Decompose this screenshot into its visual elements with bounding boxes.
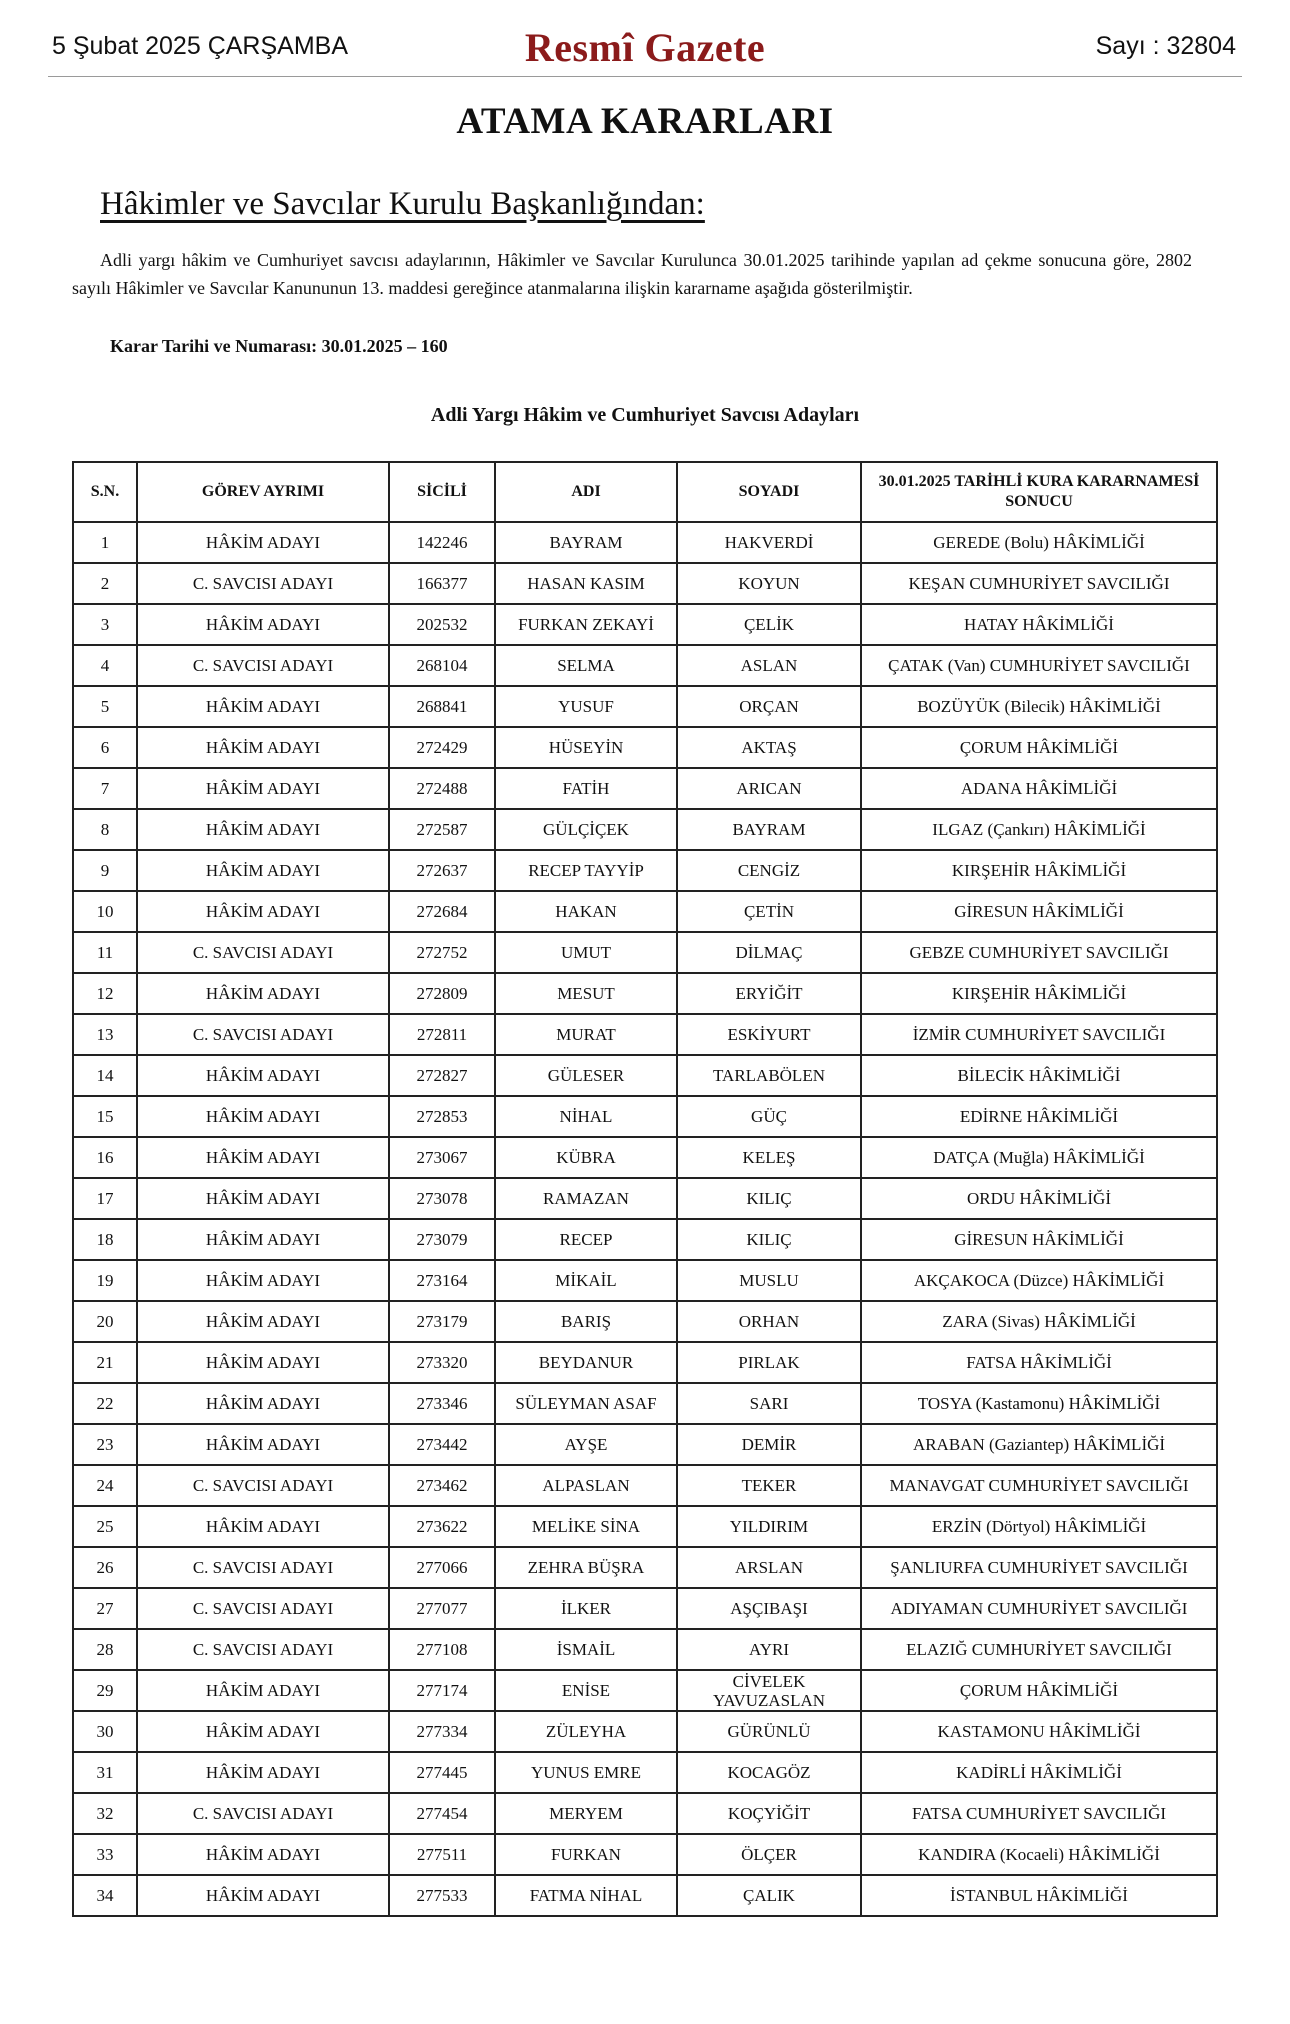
cell-assignment: KIRŞEHİR HÂKİMLİĞİ bbox=[861, 973, 1217, 1014]
cell-assignment: KANDIRA (Kocaeli) HÂKİMLİĞİ bbox=[861, 1834, 1217, 1875]
cell-sn: 17 bbox=[73, 1178, 137, 1219]
table-row bbox=[73, 850, 1217, 891]
cell-duty-type: C. SAVCISI ADAYI bbox=[137, 1014, 389, 1055]
cell-assignment: GİRESUN HÂKİMLİĞİ bbox=[861, 1219, 1217, 1260]
table-row bbox=[73, 1547, 1217, 1588]
cell-duty-type: HÂKİM ADAYI bbox=[137, 1342, 389, 1383]
table-row bbox=[73, 1055, 1217, 1096]
cell-first-name: RECEP TAYYİP bbox=[495, 850, 677, 891]
cell-duty-type: HÂKİM ADAYI bbox=[137, 1711, 389, 1752]
cell-registry: 277108 bbox=[389, 1629, 495, 1670]
cell-duty-type: HÂKİM ADAYI bbox=[137, 1055, 389, 1096]
table-row bbox=[73, 891, 1217, 932]
col-sn-header: S.N. bbox=[73, 462, 137, 522]
col-duty-type-header: GÖREV AYRIMI bbox=[137, 462, 389, 522]
table-row bbox=[73, 1219, 1217, 1260]
cell-sn: 23 bbox=[73, 1424, 137, 1465]
cell-registry: 272811 bbox=[389, 1014, 495, 1055]
cell-sn: 27 bbox=[73, 1588, 137, 1629]
cell-sn: 19 bbox=[73, 1260, 137, 1301]
cell-registry: 277454 bbox=[389, 1793, 495, 1834]
cell-surname: ASLAN bbox=[677, 645, 861, 686]
cell-first-name: İSMAİL bbox=[495, 1629, 677, 1670]
gazette-brand: Resmî Gazete bbox=[524, 25, 766, 70]
cell-sn: 33 bbox=[73, 1834, 137, 1875]
cell-sn: 4 bbox=[73, 645, 137, 686]
cell-sn: 24 bbox=[73, 1465, 137, 1506]
intro-paragraph: Adli yargı hâkim ve Cumhuriyet savcısı adaylarının, Hâkimler ve Savcılar Kurulunca 30.01.2025 tarihinde yapılan ad çekme sonucuna göre, 2802 sayılı Hâkimler ve Savcılar Kanununun 13. maddesi gereğince atanmalarına ilişkin kararname aşağıda gösterilmiştir. bbox=[72, 250, 1192, 298]
cell-surname: DİLMAÇ bbox=[677, 932, 861, 973]
cell-duty-type: HÂKİM ADAYI bbox=[137, 604, 389, 645]
cell-assignment: KEŞAN CUMHURİYET SAVCILIĞI bbox=[861, 563, 1217, 604]
cell-sn: 9 bbox=[73, 850, 137, 891]
section-title: ATAMA KARARLARI bbox=[456, 101, 834, 142]
table-row bbox=[73, 1342, 1217, 1383]
cell-first-name: UMUT bbox=[495, 932, 677, 973]
cell-first-name: BARIŞ bbox=[495, 1301, 677, 1342]
cell-surname: AYRI bbox=[677, 1629, 861, 1670]
cell-assignment: KASTAMONU HÂKİMLİĞİ bbox=[861, 1711, 1217, 1752]
cell-registry: 273442 bbox=[389, 1424, 495, 1465]
cell-surname: ESKİYURT bbox=[677, 1014, 861, 1055]
cell-duty-type: HÂKİM ADAYI bbox=[137, 1219, 389, 1260]
cell-registry: 268104 bbox=[389, 645, 495, 686]
cell-first-name: FURKAN ZEKAYİ bbox=[495, 604, 677, 645]
institution-heading: Hâkimler ve Savcılar Kurulu Başkanlığından: bbox=[100, 186, 705, 222]
table-row bbox=[73, 1793, 1217, 1834]
cell-assignment: ELAZIĞ CUMHURİYET SAVCILIĞI bbox=[861, 1629, 1217, 1670]
cell-duty-type: C. SAVCISI ADAYI bbox=[137, 1465, 389, 1506]
cell-duty-type: HÂKİM ADAYI bbox=[137, 522, 389, 563]
table-row bbox=[73, 1383, 1217, 1424]
cell-first-name: YUNUS EMRE bbox=[495, 1752, 677, 1793]
table-row bbox=[73, 768, 1217, 809]
cell-assignment: ŞANLIURFA CUMHURİYET SAVCILIĞI bbox=[861, 1547, 1217, 1588]
cell-sn: 1 bbox=[73, 522, 137, 563]
cell-duty-type: HÂKİM ADAYI bbox=[137, 809, 389, 850]
cell-duty-type: HÂKİM ADAYI bbox=[137, 1834, 389, 1875]
cell-registry: 273079 bbox=[389, 1219, 495, 1260]
cell-assignment: BOZÜYÜK (Bilecik) HÂKİMLİĞİ bbox=[861, 686, 1217, 727]
cell-sn: 26 bbox=[73, 1547, 137, 1588]
cell-sn: 6 bbox=[73, 727, 137, 768]
cell-surname: ÇETİN bbox=[677, 891, 861, 932]
cell-registry: 273320 bbox=[389, 1342, 495, 1383]
cell-surname: KOÇYİĞİT bbox=[677, 1793, 861, 1834]
cell-first-name: GÜLESER bbox=[495, 1055, 677, 1096]
cell-assignment: ZARA (Sivas) HÂKİMLİĞİ bbox=[861, 1301, 1217, 1342]
table-title: Adli Yargı Hâkim ve Cumhuriyet Savcısı Adayları bbox=[430, 404, 860, 426]
cell-duty-type: HÂKİM ADAYI bbox=[137, 1137, 389, 1178]
cell-surname: CİVELEK YAVUZASLAN bbox=[677, 1670, 861, 1711]
cell-duty-type: HÂKİM ADAYI bbox=[137, 727, 389, 768]
cell-surname: ÖLÇER bbox=[677, 1834, 861, 1875]
cell-sn: 14 bbox=[73, 1055, 137, 1096]
table-row bbox=[73, 1014, 1217, 1055]
cell-duty-type: C. SAVCISI ADAYI bbox=[137, 645, 389, 686]
cell-first-name: ZEHRA BÜŞRA bbox=[495, 1547, 677, 1588]
issue-number: Sayı : 32804 bbox=[1095, 32, 1236, 60]
cell-registry: 277533 bbox=[389, 1875, 495, 1916]
cell-assignment: MANAVGAT CUMHURİYET SAVCILIĞI bbox=[861, 1465, 1217, 1506]
cell-registry: 273164 bbox=[389, 1260, 495, 1301]
table-row bbox=[73, 1875, 1217, 1916]
cell-surname: ORHAN bbox=[677, 1301, 861, 1342]
cell-surname: GÜRÜNLÜ bbox=[677, 1711, 861, 1752]
table-row bbox=[73, 1752, 1217, 1793]
table-row bbox=[73, 522, 1217, 563]
cell-duty-type: C. SAVCISI ADAYI bbox=[137, 1793, 389, 1834]
table-row bbox=[73, 1670, 1217, 1711]
cell-duty-type: C. SAVCISI ADAYI bbox=[137, 563, 389, 604]
cell-sn: 25 bbox=[73, 1506, 137, 1547]
cell-first-name: YUSUF bbox=[495, 686, 677, 727]
cell-surname: TEKER bbox=[677, 1465, 861, 1506]
cell-surname: ARSLAN bbox=[677, 1547, 861, 1588]
cell-assignment: ÇATAK (Van) CUMHURİYET SAVCILIĞI bbox=[861, 645, 1217, 686]
cell-first-name: NİHAL bbox=[495, 1096, 677, 1137]
cell-sn: 15 bbox=[73, 1096, 137, 1137]
cell-surname: CENGİZ bbox=[677, 850, 861, 891]
cell-duty-type: HÂKİM ADAYI bbox=[137, 1424, 389, 1465]
cell-assignment: AKÇAKOCA (Düzce) HÂKİMLİĞİ bbox=[861, 1260, 1217, 1301]
cell-registry: 277445 bbox=[389, 1752, 495, 1793]
cell-registry: 272488 bbox=[389, 768, 495, 809]
table-row bbox=[73, 932, 1217, 973]
cell-first-name: SÜLEYMAN ASAF bbox=[495, 1383, 677, 1424]
cell-sn: 11 bbox=[73, 932, 137, 973]
cell-first-name: FURKAN bbox=[495, 1834, 677, 1875]
cell-assignment: GEREDE (Bolu) HÂKİMLİĞİ bbox=[861, 522, 1217, 563]
table-row bbox=[73, 1506, 1217, 1547]
cell-duty-type: C. SAVCISI ADAYI bbox=[137, 1629, 389, 1670]
cell-sn: 20 bbox=[73, 1301, 137, 1342]
cell-assignment: İZMİR CUMHURİYET SAVCILIĞI bbox=[861, 1014, 1217, 1055]
cell-sn: 5 bbox=[73, 686, 137, 727]
cell-registry: 273067 bbox=[389, 1137, 495, 1178]
table-row bbox=[73, 604, 1217, 645]
cell-sn: 28 bbox=[73, 1629, 137, 1670]
cell-first-name: HÜSEYİN bbox=[495, 727, 677, 768]
cell-registry: 272429 bbox=[389, 727, 495, 768]
cell-first-name: GÜLÇİÇEK bbox=[495, 809, 677, 850]
cell-assignment: DATÇA (Muğla) HÂKİMLİĞİ bbox=[861, 1137, 1217, 1178]
cell-registry: 273462 bbox=[389, 1465, 495, 1506]
decision-date-number: Karar Tarihi ve Numarası: 30.01.2025 – 160 bbox=[110, 336, 448, 356]
cell-first-name: MİKAİL bbox=[495, 1260, 677, 1301]
table-row bbox=[73, 1465, 1217, 1506]
cell-registry: 268841 bbox=[389, 686, 495, 727]
cell-first-name: HASAN KASIM bbox=[495, 563, 677, 604]
cell-first-name: FATMA NİHAL bbox=[495, 1875, 677, 1916]
cell-registry: 272752 bbox=[389, 932, 495, 973]
cell-registry: 273346 bbox=[389, 1383, 495, 1424]
cell-surname: ÇELİK bbox=[677, 604, 861, 645]
cell-duty-type: HÂKİM ADAYI bbox=[137, 1752, 389, 1793]
cell-assignment: İSTANBUL HÂKİMLİĞİ bbox=[861, 1875, 1217, 1916]
cell-sn: 21 bbox=[73, 1342, 137, 1383]
cell-duty-type: HÂKİM ADAYI bbox=[137, 686, 389, 727]
cell-surname: ARICAN bbox=[677, 768, 861, 809]
table-row bbox=[73, 1588, 1217, 1629]
cell-sn: 12 bbox=[73, 973, 137, 1014]
cell-first-name: AYŞE bbox=[495, 1424, 677, 1465]
cell-registry: 272827 bbox=[389, 1055, 495, 1096]
cell-assignment: BİLECİK HÂKİMLİĞİ bbox=[861, 1055, 1217, 1096]
cell-sn: 32 bbox=[73, 1793, 137, 1834]
cell-first-name: RAMAZAN bbox=[495, 1178, 677, 1219]
cell-duty-type: HÂKİM ADAYI bbox=[137, 1670, 389, 1711]
cell-sn: 3 bbox=[73, 604, 137, 645]
cell-duty-type: HÂKİM ADAYI bbox=[137, 850, 389, 891]
cell-duty-type: C. SAVCISI ADAYI bbox=[137, 1547, 389, 1588]
table-row bbox=[73, 727, 1217, 768]
cell-first-name: BAYRAM bbox=[495, 522, 677, 563]
table-row bbox=[73, 1629, 1217, 1670]
cell-assignment: ARABAN (Gaziantep) HÂKİMLİĞİ bbox=[861, 1424, 1217, 1465]
cell-surname: KILIÇ bbox=[677, 1178, 861, 1219]
cell-surname: KILIÇ bbox=[677, 1219, 861, 1260]
cell-first-name: MERYEM bbox=[495, 1793, 677, 1834]
cell-sn: 8 bbox=[73, 809, 137, 850]
cell-surname: KOCAGÖZ bbox=[677, 1752, 861, 1793]
cell-assignment: ERZİN (Dörtyol) HÂKİMLİĞİ bbox=[861, 1506, 1217, 1547]
table-row bbox=[73, 1260, 1217, 1301]
cell-surname: SARI bbox=[677, 1383, 861, 1424]
cell-registry: 273078 bbox=[389, 1178, 495, 1219]
cell-registry: 277077 bbox=[389, 1588, 495, 1629]
table-row bbox=[73, 1137, 1217, 1178]
cell-first-name: MURAT bbox=[495, 1014, 677, 1055]
cell-surname: ERYİĞİT bbox=[677, 973, 861, 1014]
cell-assignment: KADİRLİ HÂKİMLİĞİ bbox=[861, 1752, 1217, 1793]
cell-registry: 272637 bbox=[389, 850, 495, 891]
cell-first-name: SELMA bbox=[495, 645, 677, 686]
cell-assignment: ORDU HÂKİMLİĞİ bbox=[861, 1178, 1217, 1219]
cell-sn: 16 bbox=[73, 1137, 137, 1178]
cell-duty-type: HÂKİM ADAYI bbox=[137, 1260, 389, 1301]
cell-assignment: GEBZE CUMHURİYET SAVCILIĞI bbox=[861, 932, 1217, 973]
cell-first-name: RECEP bbox=[495, 1219, 677, 1260]
cell-first-name: ZÜLEYHA bbox=[495, 1711, 677, 1752]
cell-sn: 31 bbox=[73, 1752, 137, 1793]
table-row bbox=[73, 645, 1217, 686]
cell-assignment: KIRŞEHİR HÂKİMLİĞİ bbox=[861, 850, 1217, 891]
cell-assignment: ADIYAMAN CUMHURİYET SAVCILIĞI bbox=[861, 1588, 1217, 1629]
cell-duty-type: HÂKİM ADAYI bbox=[137, 891, 389, 932]
cell-sn: 18 bbox=[73, 1219, 137, 1260]
cell-duty-type: HÂKİM ADAYI bbox=[137, 1301, 389, 1342]
cell-first-name: MESUT bbox=[495, 973, 677, 1014]
cell-duty-type: C. SAVCISI ADAYI bbox=[137, 932, 389, 973]
cell-assignment: EDİRNE HÂKİMLİĞİ bbox=[861, 1096, 1217, 1137]
cell-sn: 30 bbox=[73, 1711, 137, 1752]
cell-assignment: FATSA CUMHURİYET SAVCILIĞI bbox=[861, 1793, 1217, 1834]
cell-sn: 22 bbox=[73, 1383, 137, 1424]
cell-first-name: KÜBRA bbox=[495, 1137, 677, 1178]
table-body bbox=[73, 522, 1217, 1916]
cell-surname: AKTAŞ bbox=[677, 727, 861, 768]
cell-duty-type: HÂKİM ADAYI bbox=[137, 768, 389, 809]
cell-registry: 272853 bbox=[389, 1096, 495, 1137]
cell-registry: 277066 bbox=[389, 1547, 495, 1588]
cell-surname: MUSLU bbox=[677, 1260, 861, 1301]
cell-assignment: HATAY HÂKİMLİĞİ bbox=[861, 604, 1217, 645]
table-row bbox=[73, 1301, 1217, 1342]
table-row bbox=[73, 1834, 1217, 1875]
cell-assignment: TOSYA (Kastamonu) HÂKİMLİĞİ bbox=[861, 1383, 1217, 1424]
cell-sn: 10 bbox=[73, 891, 137, 932]
cell-first-name: BEYDANUR bbox=[495, 1342, 677, 1383]
cell-duty-type: HÂKİM ADAYI bbox=[137, 1875, 389, 1916]
cell-surname: PIRLAK bbox=[677, 1342, 861, 1383]
table-row bbox=[73, 1424, 1217, 1465]
cell-duty-type: HÂKİM ADAYI bbox=[137, 1096, 389, 1137]
cell-surname: AŞÇIBAŞI bbox=[677, 1588, 861, 1629]
cell-sn: 34 bbox=[73, 1875, 137, 1916]
table-header-row bbox=[73, 462, 1217, 522]
cell-sn: 13 bbox=[73, 1014, 137, 1055]
table-row bbox=[73, 1711, 1217, 1752]
cell-registry: 272587 bbox=[389, 809, 495, 850]
cell-registry: 272684 bbox=[389, 891, 495, 932]
gazette-header bbox=[48, 24, 1242, 77]
cell-duty-type: HÂKİM ADAYI bbox=[137, 973, 389, 1014]
cell-registry: 273179 bbox=[389, 1301, 495, 1342]
cell-assignment: ADANA HÂKİMLİĞİ bbox=[861, 768, 1217, 809]
cell-surname: HAKVERDİ bbox=[677, 522, 861, 563]
cell-duty-type: HÂKİM ADAYI bbox=[137, 1383, 389, 1424]
cell-first-name: ENİSE bbox=[495, 1670, 677, 1711]
cell-registry: 272809 bbox=[389, 973, 495, 1014]
cell-surname: GÜÇ bbox=[677, 1096, 861, 1137]
col-assignment-header: 30.01.2025 TARİHLİ KURA KARARNAMESİ SONUCU bbox=[861, 462, 1217, 522]
table-row bbox=[73, 686, 1217, 727]
cell-surname: KELEŞ bbox=[677, 1137, 861, 1178]
cell-sn: 29 bbox=[73, 1670, 137, 1711]
cell-first-name: HAKAN bbox=[495, 891, 677, 932]
cell-sn: 7 bbox=[73, 768, 137, 809]
cell-surname: DEMİR bbox=[677, 1424, 861, 1465]
table-row bbox=[73, 973, 1217, 1014]
table-row bbox=[73, 1096, 1217, 1137]
cell-surname: YILDIRIM bbox=[677, 1506, 861, 1547]
cell-registry: 202532 bbox=[389, 604, 495, 645]
table-row bbox=[73, 809, 1217, 850]
col-surname-header: SOYADI bbox=[677, 462, 861, 522]
cell-registry: 277511 bbox=[389, 1834, 495, 1875]
cell-assignment: FATSA HÂKİMLİĞİ bbox=[861, 1342, 1217, 1383]
cell-surname: KOYUN bbox=[677, 563, 861, 604]
cell-registry: 142246 bbox=[389, 522, 495, 563]
cell-registry: 277334 bbox=[389, 1711, 495, 1752]
cell-registry: 277174 bbox=[389, 1670, 495, 1711]
col-first-name-header: ADI bbox=[495, 462, 677, 522]
cell-duty-type: HÂKİM ADAYI bbox=[137, 1178, 389, 1219]
appointments-table bbox=[72, 461, 1218, 1917]
cell-surname: ORÇAN bbox=[677, 686, 861, 727]
cell-surname: ÇALIK bbox=[677, 1875, 861, 1916]
cell-registry: 166377 bbox=[389, 563, 495, 604]
table-row bbox=[73, 563, 1217, 604]
cell-first-name: FATİH bbox=[495, 768, 677, 809]
cell-first-name: MELİKE SİNA bbox=[495, 1506, 677, 1547]
col-registry-header: SİCİLİ bbox=[389, 462, 495, 522]
cell-assignment: ÇORUM HÂKİMLİĞİ bbox=[861, 727, 1217, 768]
cell-assignment: GİRESUN HÂKİMLİĞİ bbox=[861, 891, 1217, 932]
cell-first-name: İLKER bbox=[495, 1588, 677, 1629]
cell-duty-type: HÂKİM ADAYI bbox=[137, 1506, 389, 1547]
cell-duty-type: C. SAVCISI ADAYI bbox=[137, 1588, 389, 1629]
cell-sn: 2 bbox=[73, 563, 137, 604]
cell-first-name: ALPASLAN bbox=[495, 1465, 677, 1506]
cell-surname: BAYRAM bbox=[677, 809, 861, 850]
cell-assignment: ILGAZ (Çankırı) HÂKİMLİĞİ bbox=[861, 809, 1217, 850]
cell-registry: 273622 bbox=[389, 1506, 495, 1547]
cell-surname: TARLABÖLEN bbox=[677, 1055, 861, 1096]
table-row bbox=[73, 1178, 1217, 1219]
issue-date: 5 Şubat 2025 ÇARŞAMBA bbox=[52, 32, 348, 60]
cell-assignment: ÇORUM HÂKİMLİĞİ bbox=[861, 1670, 1217, 1711]
